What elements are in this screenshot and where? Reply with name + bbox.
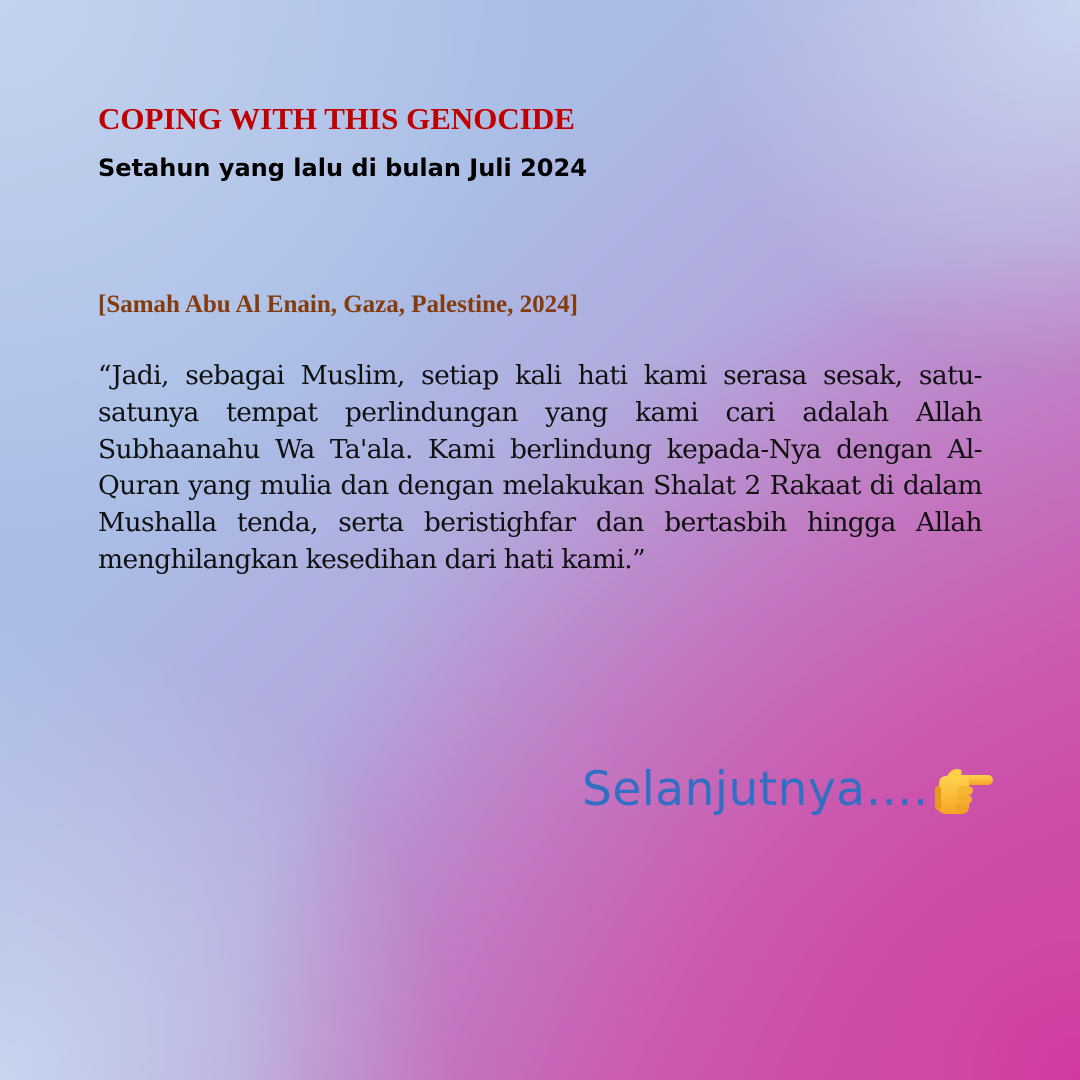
- quote-attribution: [Samah Abu Al Enain, Gaza, Palestine, 2024]: [98, 291, 578, 318]
- page-subtitle: Setahun yang lalu di bulan Juli 2024: [98, 154, 587, 182]
- pointing-right-hand-icon: [933, 762, 995, 818]
- quote-text: “Jadi, sebagai Muslim, setiap kali hati kami serasa sesak, satu-satunya tempat perlindungan yang kami cari adalah Allah Subhaanahu Wa Ta'ala. Kami berlindung kepada-Nya dengan Al-Quran yang mulia dan dengan melakukan Shalat 2 Rakaat di dalam Mushalla tenda, serta beristighfar dan bertasbih hingga Allah menghilangkan kesedihan dari hati kami.”: [98, 360, 982, 575]
- page-title: COPING WITH THIS GENOCIDE: [98, 101, 575, 136]
- next-page-indicator[interactable]: [582, 758, 995, 822]
- next-label: Selanjutnya….: [582, 762, 929, 817]
